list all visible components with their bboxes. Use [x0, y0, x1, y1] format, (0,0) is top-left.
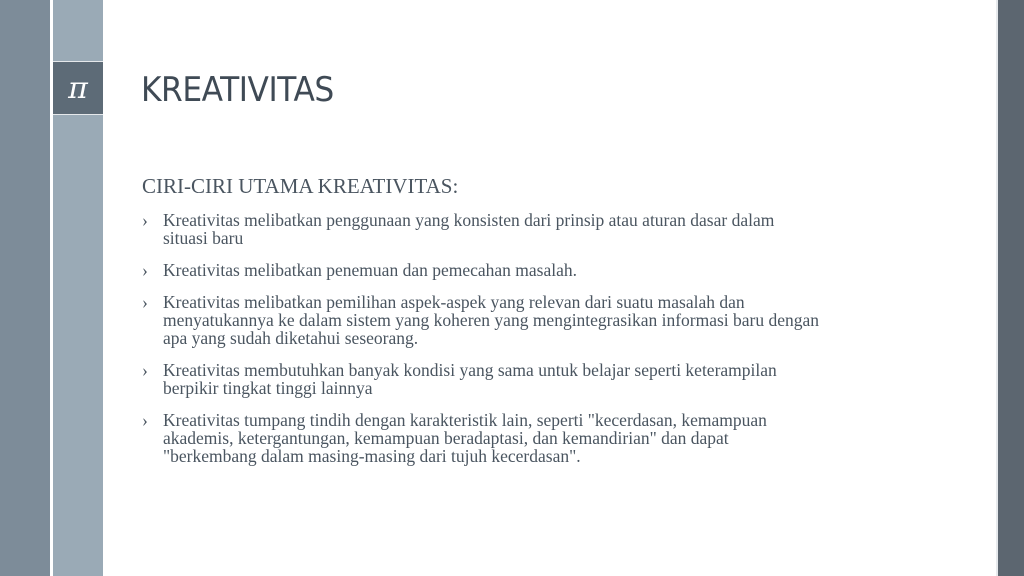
- bullet-item: [142, 361, 822, 397]
- bullet-item: [142, 261, 822, 279]
- bullet-text: Kreativitas membutuhkan banyak kondisi yang sama untuk belajar seperti keterampilan berpikir tingkat tinggi lainnya: [163, 360, 777, 398]
- bullet-item: [142, 211, 822, 247]
- chevron-right-icon: ›: [142, 210, 148, 230]
- bullet-text: Kreativitas melibatkan pemilihan aspek-aspek yang relevan dari suatu masalah dan menyatukannya ke dalam sistem yang koheren yang mengintegrasikan informasi baru dengan apa yang sudah diketahui seseorang.: [163, 292, 820, 348]
- right-decorative-band: [998, 0, 1024, 576]
- chevron-right-icon: ›: [142, 292, 148, 312]
- bullet-text: Kreativitas tumpang tindih dengan karakteristik lain, seperti "kecerdasan, kemampuan akademis, ketergantungan, kemampuan beradaptasi, dan kemandirian" dan dapat "berkembang dalam masing-masing dari tujuh kecerdasan".: [163, 410, 767, 466]
- slide-title: KREATIVITAS: [141, 70, 334, 110]
- bullet-item: [142, 411, 822, 465]
- bullet-text: Kreativitas melibatkan penemuan dan pemecahan masalah.: [163, 260, 577, 280]
- chevron-right-icon: ›: [142, 260, 148, 280]
- bullet-text: Kreativitas melibatkan penggunaan yang konsisten dari prinsip atau aturan dasar dalam situasi baru: [163, 210, 775, 248]
- chevron-right-icon: ›: [142, 410, 148, 430]
- bullet-item: [142, 293, 822, 347]
- left-decorative-band: [0, 0, 50, 576]
- pi-icon: π: [53, 61, 103, 115]
- chevron-right-icon: ›: [142, 360, 148, 380]
- bullet-list: [142, 211, 822, 479]
- slide-subtitle: CIRI-CIRI UTAMA KREATIVITAS:: [142, 174, 459, 198]
